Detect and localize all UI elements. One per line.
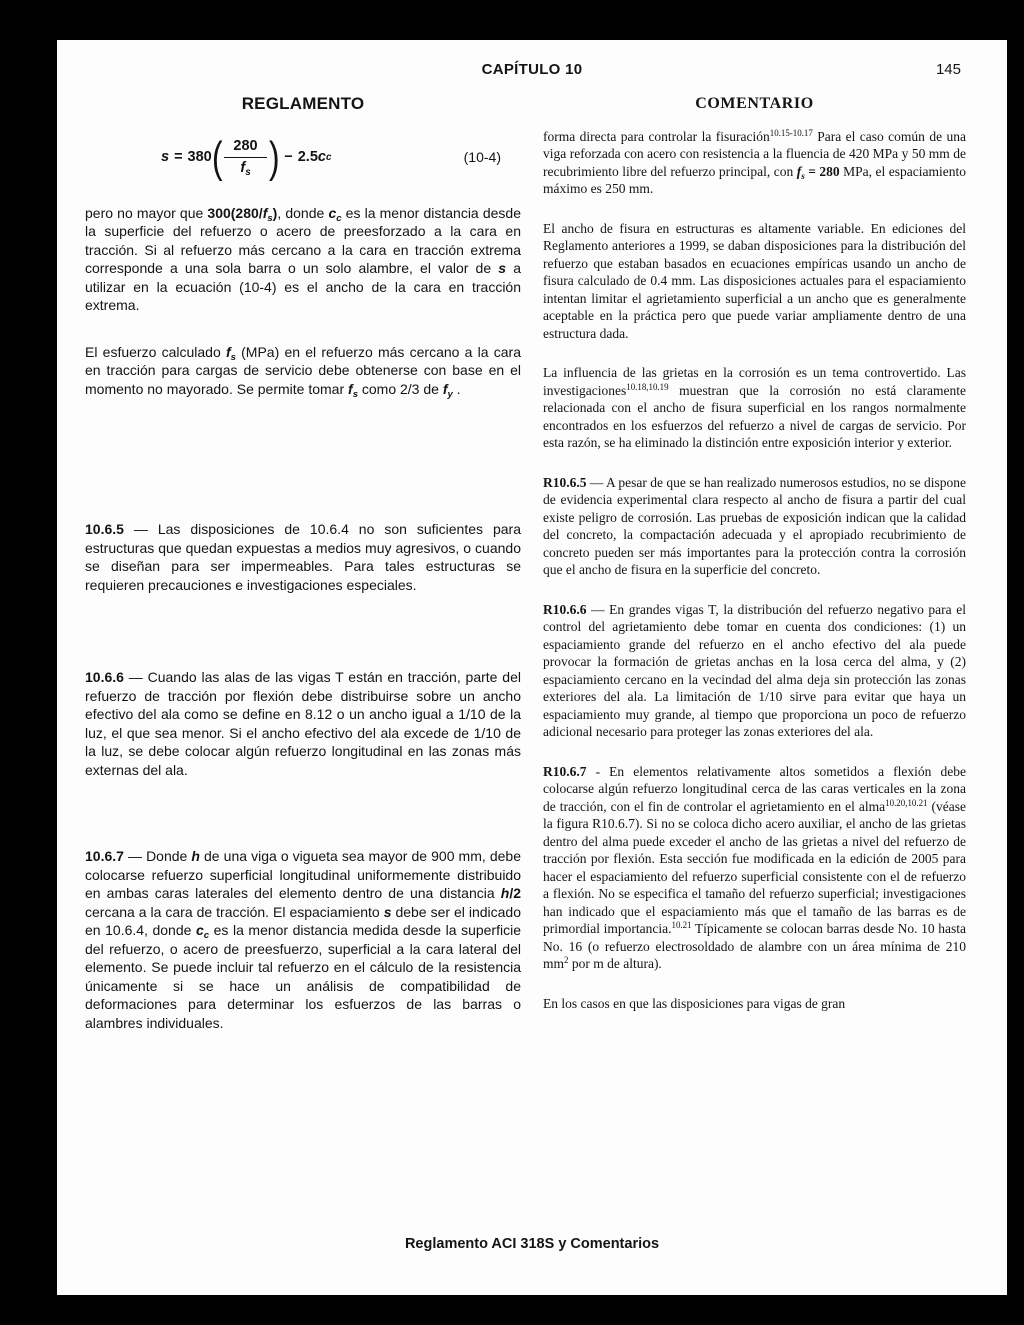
- page-footer: Reglamento ACI 318S y Comentarios: [404, 1236, 660, 1252]
- equation-number: (10-4): [463, 149, 501, 166]
- fraction-denominator: $f_s$: [240, 159, 251, 178]
- equation-lhs: s: [161, 149, 170, 166]
- section-10-6-5: 10.6.5 — Las disposiciones de 10.6.4 no son suficientes para estructuras que quedan expuestas a medios muy agresivos, o cuando se diseñan para ser impermeables. Para tales estructuras se requieren precauciones e investigaciones especiales.: [85, 521, 521, 593]
- chapter-title: CAPÍTULO 10: [481, 61, 583, 78]
- paragraph-comentario-2: El ancho de fisura en estructuras es altamente variable. En ediciones del Reglamento anteriores a 1999, se daban disposiciones para la distribución del refuerzo que estaban basados en ecuaciones empíricas usando un ancho de fisura calculado de 0.4 mm. Las disposiciones actuales para el espaciamiento intentan limitar el agrietamiento superficial a un ancho que es generalmente aceptable en la práctica pero que puede variar ampliamente dentro de una estructura dada.: [543, 220, 966, 341]
- fraction-numerator: 280: [224, 138, 266, 157]
- paragraph-reglamento-2: El esfuerzo calculado $f_s$ (MPa) en el refuerzo más cercano a la cara en tracción para cargas de servicio debe obtenerse con base en el momento no mayorado. Se permite tomar $f_s$ como 2/3 de $f_y$ .: [85, 343, 521, 400]
- paragraph-comentario-closing: En los casos en que las disposiciones para vigas de gran: [543, 995, 846, 1011]
- document-page: [57, 40, 1007, 1295]
- equation-body: s = 380 ( $\frac{280}{f_s}$ ) − 2.5 c c: [161, 132, 332, 182]
- equation-term-variable: c: [317, 149, 326, 166]
- paragraph-comentario-1: forma directa para controlar la fisuración$^{10.15-10.17}$ Para el caso común de una viga reforzada con acero con resistencia a la fluencia de 420 MPa y 50 mm de recubrimiento libre del refuerzo principal, con $f_s = 280$ MPa, el espaciamiento máximo es 250 mm.: [543, 127, 966, 196]
- equation-coefficient: 380: [187, 149, 212, 166]
- section-r10-6-5: R10.6.5 — A pesar de que se han realizado numerosos estudios, no se dispone de evidencia experimental clara respecto al ancho de fisura a partir del cual existe peligro de corrosión. Las pruebas de exposición indican que la calidad del concreto, la compactación adecuada y el apropiado recubrimiento de concreto pueden ser más importantes para la protección contra la corrosión que el ancho de fisura en la superficie del concreto.: [543, 474, 966, 577]
- equation-minus: −: [284, 149, 293, 166]
- open-paren: (: [211, 132, 223, 182]
- page-number: 145: [935, 61, 961, 78]
- paragraph-reglamento-1: pero no mayor que $300(280/f_s)$, donde $c_c$ es la menor distancia desde la superficie del refuerzo o acero de preesforzado a la cara en tracción. Si al refuerzo más cercano a la cara en tracción extrema corresponde a una sola barra o un solo alambre, el valor de s a utilizar en la ecuación (10-4) es el ancho de la cara en tracción extrema.: [85, 204, 521, 313]
- paragraph-comentario-3: La influencia de las grietas en la corrosión es un tema controvertido. Las investigaciones$^{10.18,10.19}$ muestran que la corrosión no está claramente relacionada con el ancho de fisura superficial en los rangos normalmente encontrados en los esfuerzos del refuerzo a nivel de cargas de servicio. Por esta razón, se ha eliminado la distinción entre exposición interior y exterior.: [543, 365, 966, 450]
- section-r10-6-6: R10.6.6 — En grandes vigas T, la distribución del refuerzo negativo para el control del agrietamiento debe tomar en cuenta dos condiciones: (1) un espaciamiento grande del refuerzo en el ancho efectivo del ala puede provocar la formación de grietas anchas en la losa cerca del alma, y (2) espaciamiento cercano en la vecindad del alma deja sin protección las zonas exteriores del ala. La limitación de 1/10 sirve para evitar que haya un espaciamiento muy grande, al tiempo que proporciona un poco de refuerzo adicional necesario para proteger las zonas exteriores del ala.: [543, 601, 966, 739]
- comentario-heading: COMENTARIO: [695, 95, 814, 112]
- equation-10-4: [85, 126, 521, 190]
- section-10-6-7: 10.6.7 — Donde h de una viga o vigueta sea mayor de 900 mm, debe colocarse refuerzo superficial longitudinal uniformemente distribuido en ambas caras laterales del elemento dentro de una distancia h/2 cercana a la cara de tracción. El espaciamiento s debe ser el indicado en 10.6.4, donde $c_c$ es la menor distancia medida desde la superficie del refuerzo, o acero de preesfuerzo, superficial a la cara lateral del elemento. Se puede incluir tal refuerzo en el cálculo de la resistencia únicamente si se hace un análisis de compatibilidad de deformaciones para determinar los esfuerzos de las barras o alambres individuales.: [85, 848, 522, 1031]
- reglamento-heading: REGLAMENTO: [241, 94, 365, 113]
- equation-fraction: [224, 138, 266, 177]
- reglamento-column: [85, 95, 521, 1032]
- close-paren: ): [268, 132, 280, 182]
- section-r10-6-7: R10.6.7 - En elementos relativamente altos sometidos a flexión debe colocarse algún refuerzo longitudinal cerca de las caras verticales en la zona de tracción, con el fin de controlar el agrietamiento en el alma$^{10.20,10.21}$ (véase la figura R10.6.7). Si no se coloca dicho acero auxiliar, el ancho de las grietas dentro del alma puede exceder el ancho de las grietas a nivel del refuerzo de tracción por flexión. Esta sección fue modificada en la edición de 2005 para hacer el espaciamiento del refuerzo superficial consistente con el de refuerzo a flexión. No se especifica el tamaño del refuerzo superficial; investigaciones han indicado que el espaciamiento más que el tamaño de las barras es de primordial importancia.$^{10.21}$ Típicamente se colocan barras desde No. 10 hasta No. 16 (o refuerzo electrosoldado de alambre con un área mínima de 210 $mm^2$ por m de altura).: [543, 763, 966, 971]
- section-10-6-6: 10.6.6 — Cuando las alas de las vigas T están en tracción, parte del refuerzo de tracción por flexión debe distribuirse sobre un ancho efectivo del ala como se define en 8.12 o un ancho igual a 1/10 de la luz, el que sea menor. Si el ancho efectivo del ala excede de 1/10 de la luz, se debe colocar algún refuerzo longitudinal en las zonas más externas del ala.: [85, 669, 521, 778]
- page-header: [57, 61, 1007, 81]
- equation-term-coefficient: 2.5: [297, 149, 318, 166]
- comentario-column: [543, 95, 966, 1012]
- equation-equals: =: [174, 149, 183, 166]
